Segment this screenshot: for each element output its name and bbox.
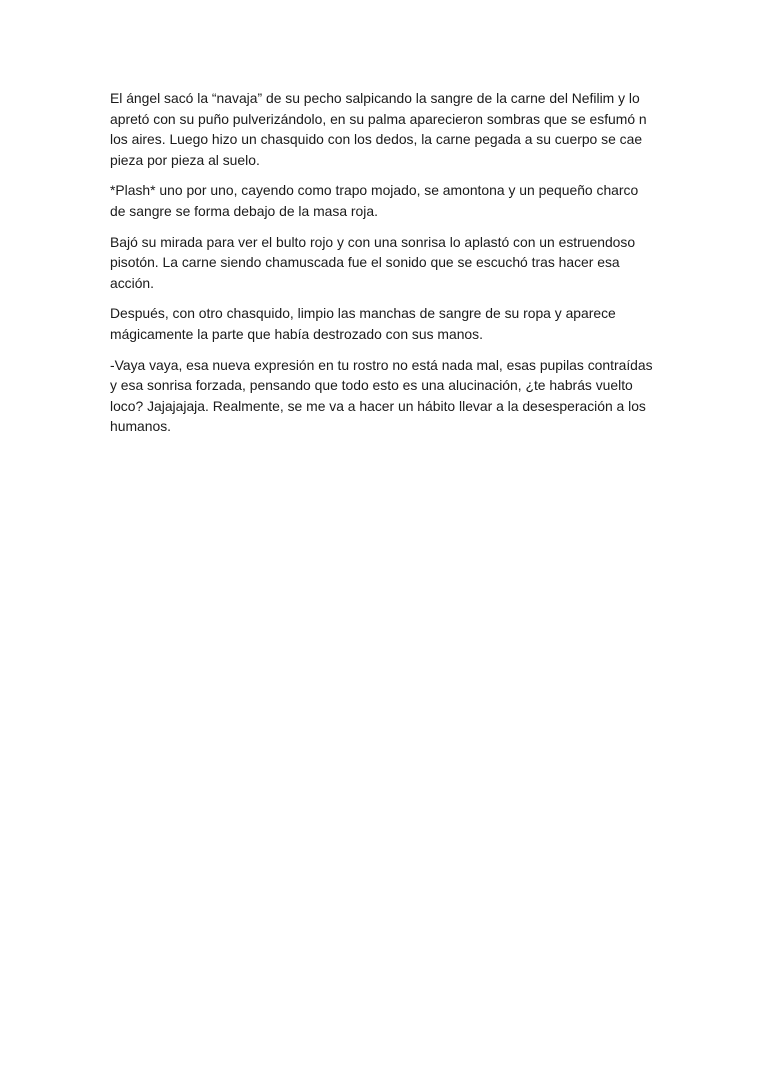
text-line: -Vaya vaya, esa nueva expresión en tu rostro no está nada mal, esas pupilas contraídas (110, 356, 653, 373)
text-line: loco? Jajajajaja. Realmente, se me va a hacer un hábito llevar a la desesperación a los (110, 397, 646, 414)
text-line: Bajó su mirada para ver el bulto rojo y con una sonrisa lo aplastó con un estruendoso (110, 233, 636, 250)
text-line: y esa sonrisa forzada, pensando que todo esto es una alucinación, ¿te habrás vuelto (110, 377, 633, 394)
text-line: acción. (110, 274, 155, 291)
paragraph-3 (110, 232, 660, 294)
document-body (110, 88, 660, 447)
text-line: mágicamente la parte que había destrozado con sus manos. (110, 325, 483, 342)
paragraph-5 (110, 355, 660, 437)
text-line: pieza por pieza al suelo. (110, 151, 260, 168)
text-line: El ángel sacó la “navaja” de su pecho salpicando la sangre de la carne del Nefilim y lo (110, 90, 640, 106)
paragraph-4 (110, 303, 660, 344)
text-line: de sangre se forma debajo de la masa roja. (110, 202, 378, 219)
text-line: los aires. Luego hizo un chasquido con los dedos, la carne pegada a su cuerpo se cae (110, 131, 643, 148)
text-line: Después, con otro chasquido, limpio las manchas de sangre de su ropa y aparece (110, 305, 616, 322)
text-line: humanos. (110, 418, 172, 435)
text-line: pisotón. La carne siendo chamuscada fue el sonido que se escuchó tras hacer esa (110, 254, 620, 271)
paragraph-2 (110, 180, 660, 221)
text-line: apretó con su puño pulverizándolo, en su palma aparecieron sombras que se esfumó n (110, 110, 647, 127)
text-line: *Plash* uno por uno, cayendo como trapo mojado, se amontona y un pequeño charco (110, 182, 639, 199)
paragraph-1 (110, 88, 660, 170)
